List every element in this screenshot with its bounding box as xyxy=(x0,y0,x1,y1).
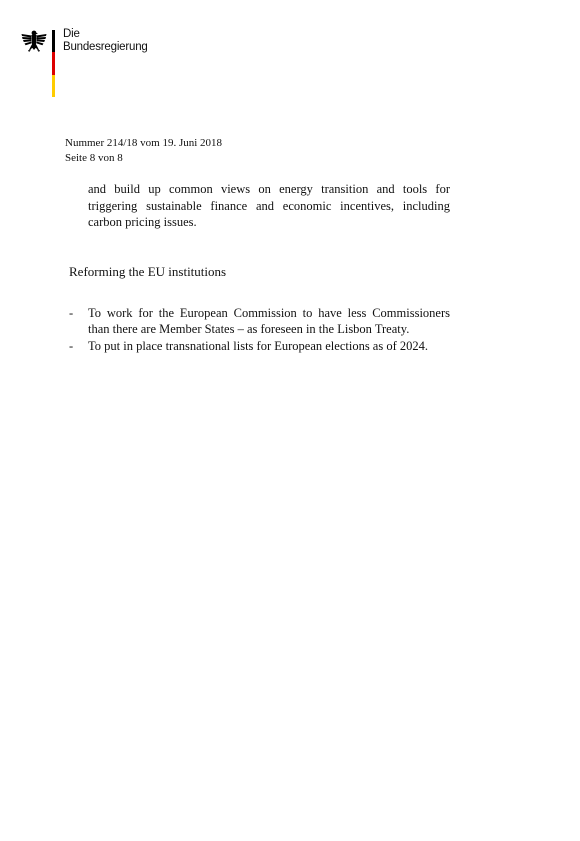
logo-line-die: Die xyxy=(63,28,80,40)
page-header xyxy=(65,136,222,166)
document-number: Nummer 214/18 vom 19. Juni 2018 xyxy=(65,137,223,149)
flag-stripe-black xyxy=(52,30,55,52)
list-item-text: To put in place transnational lists for European elections as of 2024. xyxy=(88,338,429,353)
list-item xyxy=(69,338,450,355)
flag-color-bar xyxy=(52,30,55,97)
continued-paragraph: and build up common views on energy transition and tools for triggering sustainable finance and economic incentives, including carbon pricing issues. xyxy=(88,182,450,229)
federal-eagle-icon xyxy=(20,28,48,56)
bullet-marker: - xyxy=(69,338,74,353)
bullet-list xyxy=(69,305,450,355)
bundesregierung-logo xyxy=(20,28,160,100)
list-item-text: To work for the European Commission to have less Commissioners than there are Member States – as foreseen in the Lisbon Treaty. xyxy=(88,305,450,336)
flag-stripe-red xyxy=(52,52,55,75)
logo-wordmark xyxy=(63,28,148,54)
logo-line-bundesregierung: Bundesregierung xyxy=(63,41,148,53)
bullet-marker: - xyxy=(69,305,74,320)
section-heading: Reforming the EU institutions xyxy=(69,263,227,279)
list-item xyxy=(69,305,450,338)
flag-stripe-gold xyxy=(52,75,55,97)
document-body xyxy=(69,181,450,354)
page-number: Seite 8 von 8 xyxy=(65,152,123,164)
